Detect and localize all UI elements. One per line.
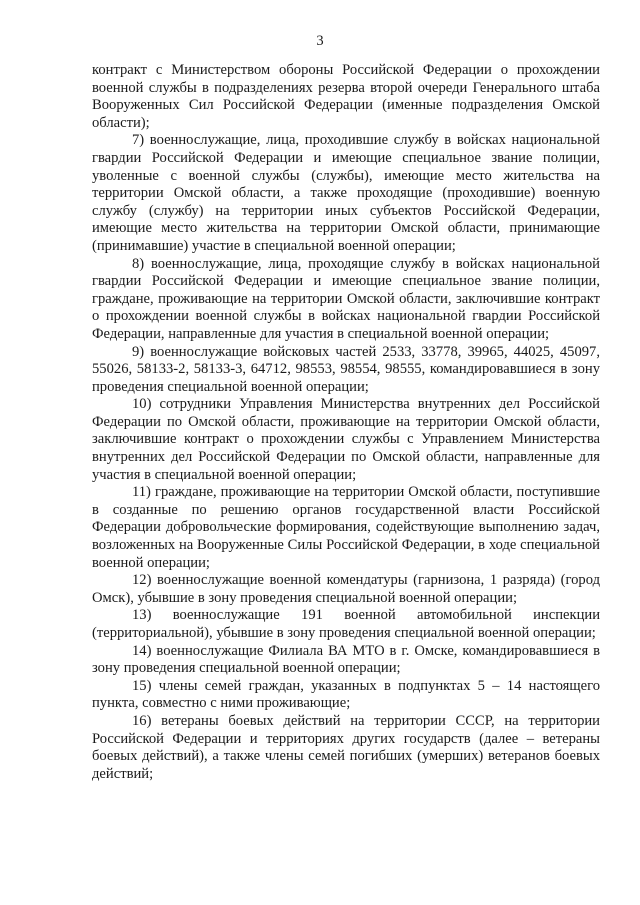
paragraph-item-7: 7) военнослужащие, лица, проходившие службу в войсках национальной гвардии Российской Федерации и имеющие специальное звание полиции, уволенные с военной службы (службы), имеющие место жительства на территории Омской области, а также проходящие (проходившие) военную службу (службу) на территории иных субъектов Российской Федерации, имеющие место жительства на территории Омской области, принимающие (принимавшие) участие в специальной военной операции; — [92, 132, 600, 254]
paragraph-item-14: 14) военнослужащие Филиала ВА МТО в г. Омске, командировавшиеся в зону проведения специальной военной операции; — [92, 642, 600, 677]
paragraph-item-10: 10) сотрудники Управления Министерства внутренних дел Российской Федерации по Омской области, проживающие на территории Омской области, заключившие контракт о прохождении службы с Управлением Министерства внутренних дел Российской Федерации по Омской области, направленные для участия в специальной военной операции; — [92, 396, 600, 483]
paragraph-item-9: 9) военнослужащие войсковых частей 2533, 33778, 39965, 44025, 45097, 55026, 58133-2, 58133-3, 64712, 98553, 98554, 98555, командировавшиеся в зону проведения специальной военной операции; — [92, 343, 600, 395]
paragraph-item-11: 11) граждане, проживающие на территории Омской области, поступившие в созданные по решению органов государственной власти Российской Федерации добровольческие формирования, содействующие выполнению задач, возложенных на Вооруженные Силы Российской Федерации, в ходе специальной военной операции; — [92, 484, 600, 571]
paragraph-continuation: контракт с Министерством обороны Российской Федерации о прохождении военной службы в подразделениях резерва второй очереди Генерального штаба Вооруженных Сил Российской Федерации (именные подразделения Омской области); — [92, 62, 600, 131]
paragraph-item-13: 13) военнослужащие 191 военной автомобильной инспекции (территориальной), убывшие в зону проведения специальной военной операции; — [92, 607, 600, 641]
paragraph-item-16: 16) ветераны боевых действий на территории СССР, на территории Российской Федерации и территориях других государств (далее – ветераны боевых действий), а также члены семей погибших (умерших) ветеранов боевых действий; — [92, 712, 600, 782]
paragraph-item-8: 8) военнослужащие, лица, проходящие службу в войсках национальной гвардии Российской Федерации и имеющие специальное звание полиции, граждане, проживающие на территории Омской области, заключившие контракт о прохождении военной службы в войсках национальной гвардии Российской Федерации, направленные для участия в специальной военной операции; — [92, 255, 600, 342]
paragraph-item-15: 15) члены семей граждан, указанных в подпунктах 5 – 14 настоящего пункта, совместно с ними проживающие; — [92, 677, 600, 712]
page-number: 3 — [316, 33, 324, 49]
paragraph-item-12: 12) военнослужащие военной комендатуры (гарнизона, 1 разряда) (город Омск), убывшие в зону проведения специальной военной операции; — [92, 572, 600, 606]
document-body — [92, 62, 600, 783]
